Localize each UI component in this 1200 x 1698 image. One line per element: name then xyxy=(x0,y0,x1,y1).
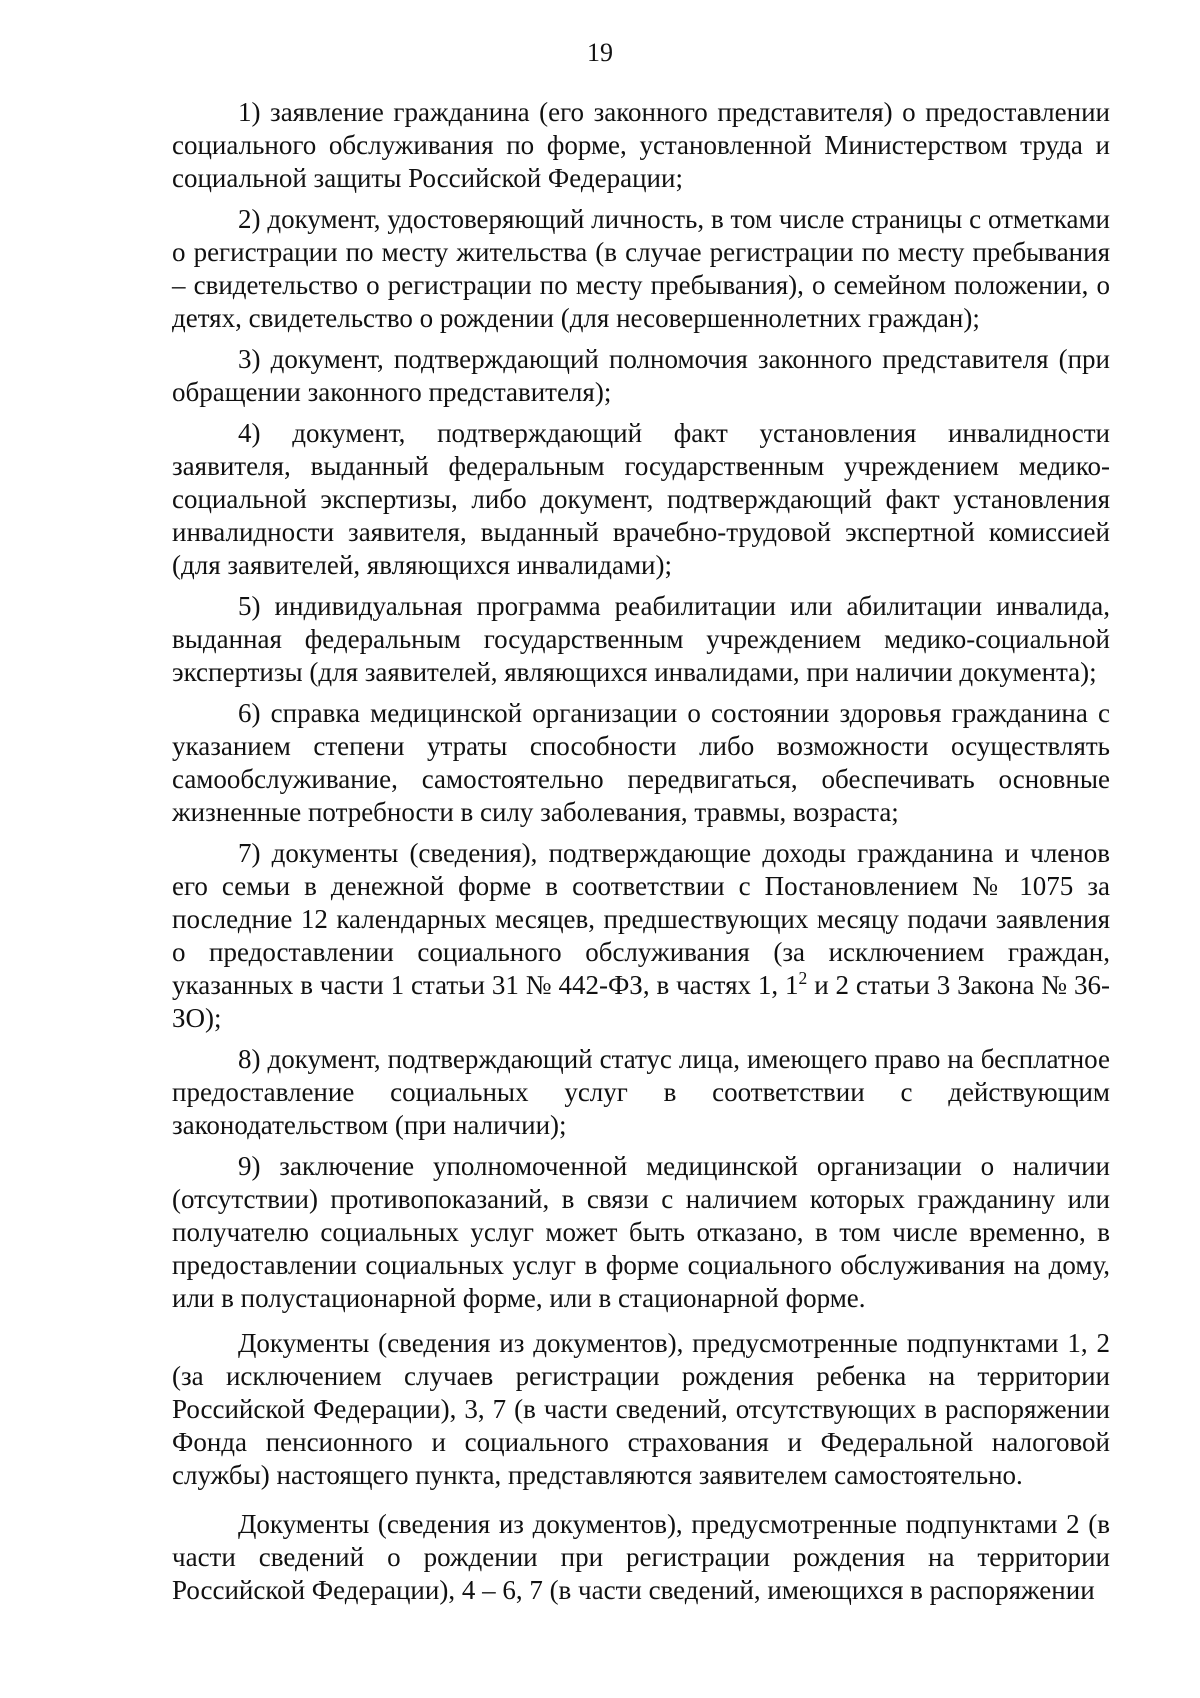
paragraph-documents-interagency: Документы (сведения из документов), предусмотренные подпунктами 2 (в части сведений о рождении при регистрации рождения на территории Российской Федерации), 4 – 6, 7 (в части сведений, имеющихся в распоряжении xyxy=(172,1509,1110,1605)
document-body xyxy=(172,96,1110,1615)
list-item-7 xyxy=(172,837,1110,1035)
list-item-2: 2) документ, удостоверяющий личность, в том числе страницы с отметками о регистрации по месту жительства (в случае регистрации по месту пребывания – свидетельство о регистрации по месту пребывания), о семейном положении, о детях, свидетельство о рождении (для несовершеннолетних граждан); xyxy=(172,204,1110,333)
superscript: 2 xyxy=(798,968,808,988)
list-item-5: 5) индивидуальная программа реабилитации или абилитации инвалида, выданная федеральным государственным учреждением медико-социальной экспертизы (для заявителей, являющихся инвалидами, при наличии документа); xyxy=(172,591,1110,687)
page-number: 19 xyxy=(587,38,613,67)
list-item-7-text: 7) документы (сведения), подтверждающие доходы гражданина и членов его семьи в денежной форме в соответствии с Постановлением № 1075 за последние 12 календарных месяцев, предшествующих месяцу подачи заявления о предоставлении социального обслуживания (за исключением граждан, указанных в части 1 статьи 31 № 442-ФЗ, в частях 1, 1 xyxy=(172,838,1110,1000)
list-item-4: 4) документ, подтверждающий факт установления инвалидности заявителя, выданный федеральным государственным учреждением медико-социальной экспертизы, либо документ, подтверждающий факт установления инвалидности заявителя, выданный врачебно-трудовой экспертной комиссией (для заявителей, являющихся инвалидами); xyxy=(172,418,1110,580)
list-item-1: 1) заявление гражданина (его законного представителя) о предоставлении социального обслуживания по форме, установленной Министерством труда и социальной защиты Российской Федерации; xyxy=(172,97,1110,193)
list-item-9: 9) заключение уполномоченной медицинской организации о наличии (отсутствии) противопоказаний, в связи с наличием которых гражданину или получателю социальных услуг может быть отказано, в том числе временно, в предоставлении социальных услуг в форме социального обслуживания на дому, или в полустационарной форме, или в стационарной форме. xyxy=(172,1151,1110,1313)
list-item-8: 8) документ, подтверждающий статус лица, имеющего право на бесплатное предоставление социальных услуг в соответствии с действующим законодательством (при наличии); xyxy=(172,1044,1110,1140)
list-item-6: 6) справка медицинской организации о состоянии здоровья гражданина с указанием степени утраты способности либо возможности осуществлять самообслуживание, самостоятельно передвигаться, обеспечивать основные жизненные потребности в силу заболевания, травмы, возраста; xyxy=(172,698,1110,827)
list-item-3: 3) документ, подтверждающий полномочия законного представителя (при обращении законного представителя); xyxy=(172,344,1110,407)
paragraph-documents-self: Документы (сведения из документов), предусмотренные подпунктами 1, 2 (за исключением случаев регистрации рождения ребенка на территории Российской Федерации), 3, 7 (в части сведений, отсутствующих в распоряжении Фонда пенсионного и социального страхования и Федеральной налоговой службы) настоящего пункта, представляются заявителем самостоятельно. xyxy=(172,1328,1110,1490)
list-item-7-text-end: и 2 статьи 3 Закона № 36-ЗО); xyxy=(172,970,1111,1033)
